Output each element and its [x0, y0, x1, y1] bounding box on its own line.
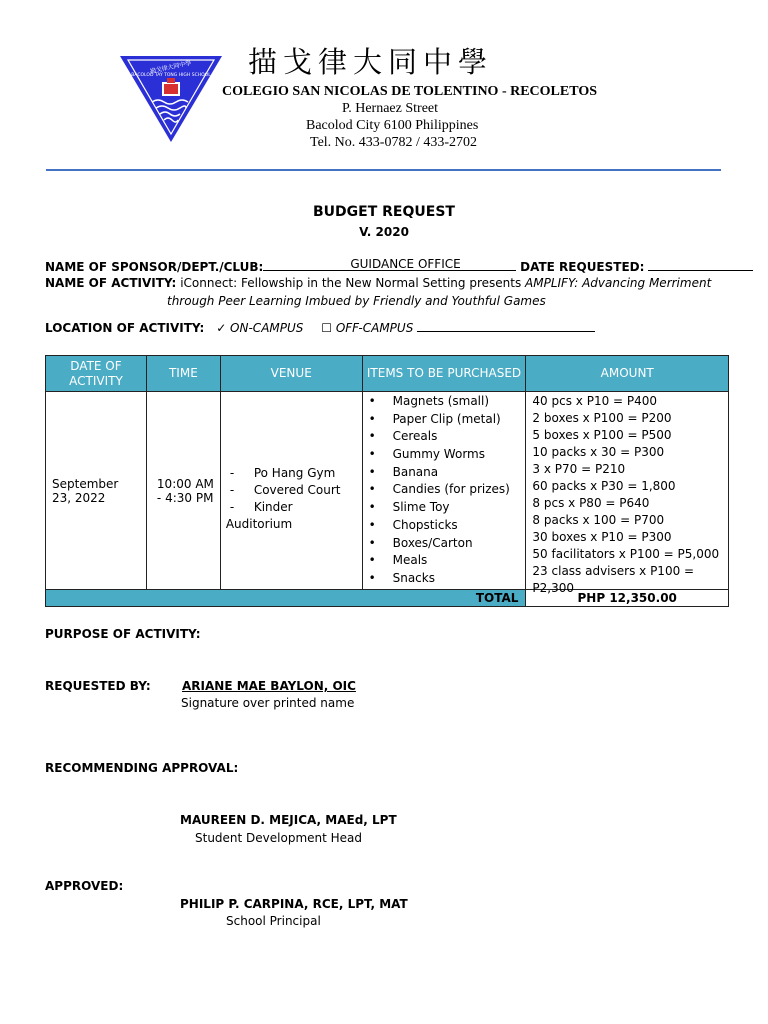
items-cell	[362, 392, 526, 590]
amount-line: 8 packs x 100 = P700	[532, 513, 665, 527]
school-chinese-name: 描戈律大同中學	[248, 45, 494, 79]
activity-date: September 23, 2022	[46, 392, 147, 590]
venue-item: - Covered Court	[229, 483, 341, 497]
list-item: • Paper Clip (metal)	[363, 411, 526, 429]
school-city: Bacolod City 6100 Philippines	[306, 118, 479, 133]
list-item: • Cereals	[363, 428, 526, 446]
requester-name: ARIANE MAE BAYLON, OIC	[182, 679, 356, 693]
sponsor-label: NAME OF SPONSOR/DEPT./CLUB:	[45, 260, 264, 274]
activity-name: iConnect: Fellowship in the New Normal Setting presents	[180, 276, 522, 290]
venue-cell	[220, 392, 362, 590]
location-row	[45, 319, 595, 335]
header-amount: AMOUNT	[526, 356, 729, 392]
venue-item: - Po Hang Gym	[229, 466, 336, 480]
document-version: V. 2020	[359, 225, 409, 239]
header-items: ITEMS TO BE PURCHASED	[362, 356, 526, 392]
approved-label: APPROVED:	[45, 879, 124, 893]
sponsor-value: GUIDANCE OFFICE	[350, 257, 461, 271]
list-item: • Boxes/Carton	[363, 535, 526, 553]
list-item: • Snacks	[363, 570, 526, 588]
header-venue: VENUE	[220, 356, 362, 392]
amount-line: 60 packs x P30 = 1,800	[532, 479, 676, 493]
amount-line: 5 boxes x P100 = P500	[532, 428, 672, 442]
off-campus-checkbox: ☐	[321, 321, 332, 335]
svg-text:BACOLOD TAY TONG HIGH SCHOOL: BACOLOD TAY TONG HIGH SCHOOL	[131, 73, 211, 78]
total-row	[46, 590, 729, 607]
header-date: DATE OF ACTIVITY	[46, 356, 147, 392]
venue-item: - Kinder Auditorium	[225, 500, 293, 531]
sponsor-row	[45, 258, 753, 274]
school-logo	[118, 52, 224, 144]
activity-time: 10:00 AM - 4:30 PM	[146, 392, 220, 590]
activity-theme: AMPLIFY: Advancing Merriment	[525, 276, 712, 290]
purpose-label: PURPOSE OF ACTIVITY:	[45, 627, 201, 641]
off-campus-field	[417, 319, 595, 332]
activity-row	[45, 276, 711, 290]
table-header-row	[46, 356, 729, 392]
header-time: TIME	[146, 356, 220, 392]
amount-line: 2 boxes x P100 = P200	[532, 411, 672, 425]
list-item: • Banana	[363, 464, 526, 482]
list-item: • Meals	[363, 552, 526, 570]
on-campus-option: ✓ ON-CAMPUS	[216, 321, 304, 335]
venue-name: Po Hang Gym	[253, 466, 336, 480]
signature-caption: Signature over printed name	[181, 696, 355, 710]
recommending-approval-label: RECOMMENDING APPROVAL:	[45, 761, 239, 775]
school-telephone: Tel. No. 433-0782 / 433-2702	[310, 135, 478, 150]
total-value: PHP 12,350.00	[526, 590, 729, 607]
table-row	[46, 392, 729, 590]
venue-name: Covered Court	[253, 483, 341, 497]
date-requested-label: DATE REQUESTED:	[520, 260, 645, 274]
svg-text:描戈律大同中學: 描戈律大同中學	[149, 59, 192, 76]
amount-line: 8 pcs x P80 = P640	[532, 496, 650, 510]
amount-line: 40 pcs x P10 = P400	[532, 394, 658, 408]
amount-line: 10 packs x 30 = P300	[532, 445, 665, 459]
list-item: • Chopsticks	[363, 517, 526, 535]
requested-by-label: REQUESTED BY:	[45, 679, 151, 693]
recommender-name: MAUREEN D. MEJICA, MAEd, LPT	[180, 813, 397, 827]
amount-line: 3 x P70 = P210	[532, 462, 626, 476]
header-divider	[46, 169, 721, 171]
venue-name: Kinder Auditorium	[225, 500, 293, 531]
amounts-cell	[526, 392, 729, 595]
approver-name: PHILIP P. CARPINA, RCE, LPT, MAT	[180, 897, 408, 911]
recommender-title: Student Development Head	[195, 831, 363, 845]
amount-line: 23 class advisers x P100 = P2,300	[532, 564, 695, 595]
location-label: LOCATION OF ACTIVITY:	[45, 321, 205, 335]
off-campus-option: OFF-CAMPUS	[335, 321, 414, 335]
date-requested-field	[648, 258, 753, 271]
total-label: TOTAL	[46, 590, 526, 607]
school-street: P. Hernaez Street	[342, 101, 439, 116]
list-item: • Slime Toy	[363, 499, 526, 517]
document-title: BUDGET REQUEST	[313, 204, 455, 220]
amount-line: 50 facilitators x P100 = P5,000	[532, 547, 720, 561]
list-item: • Magnets (small)	[363, 393, 526, 411]
amount-line: 30 boxes x P10 = P300	[532, 530, 672, 544]
budget-table	[45, 355, 729, 607]
school-name: COLEGIO SAN NICOLAS DE TOLENTINO - RECOLETOS	[222, 84, 597, 99]
list-item: • Gummy Worms	[363, 446, 526, 464]
activity-label: NAME OF ACTIVITY:	[45, 276, 177, 290]
activity-theme-continued: through Peer Learning Imbued by Friendly and Youthful Games	[167, 294, 546, 308]
list-item: • Candies (for prizes)	[363, 481, 526, 499]
approver-title: School Principal	[226, 914, 321, 928]
sponsor-field	[263, 258, 516, 271]
